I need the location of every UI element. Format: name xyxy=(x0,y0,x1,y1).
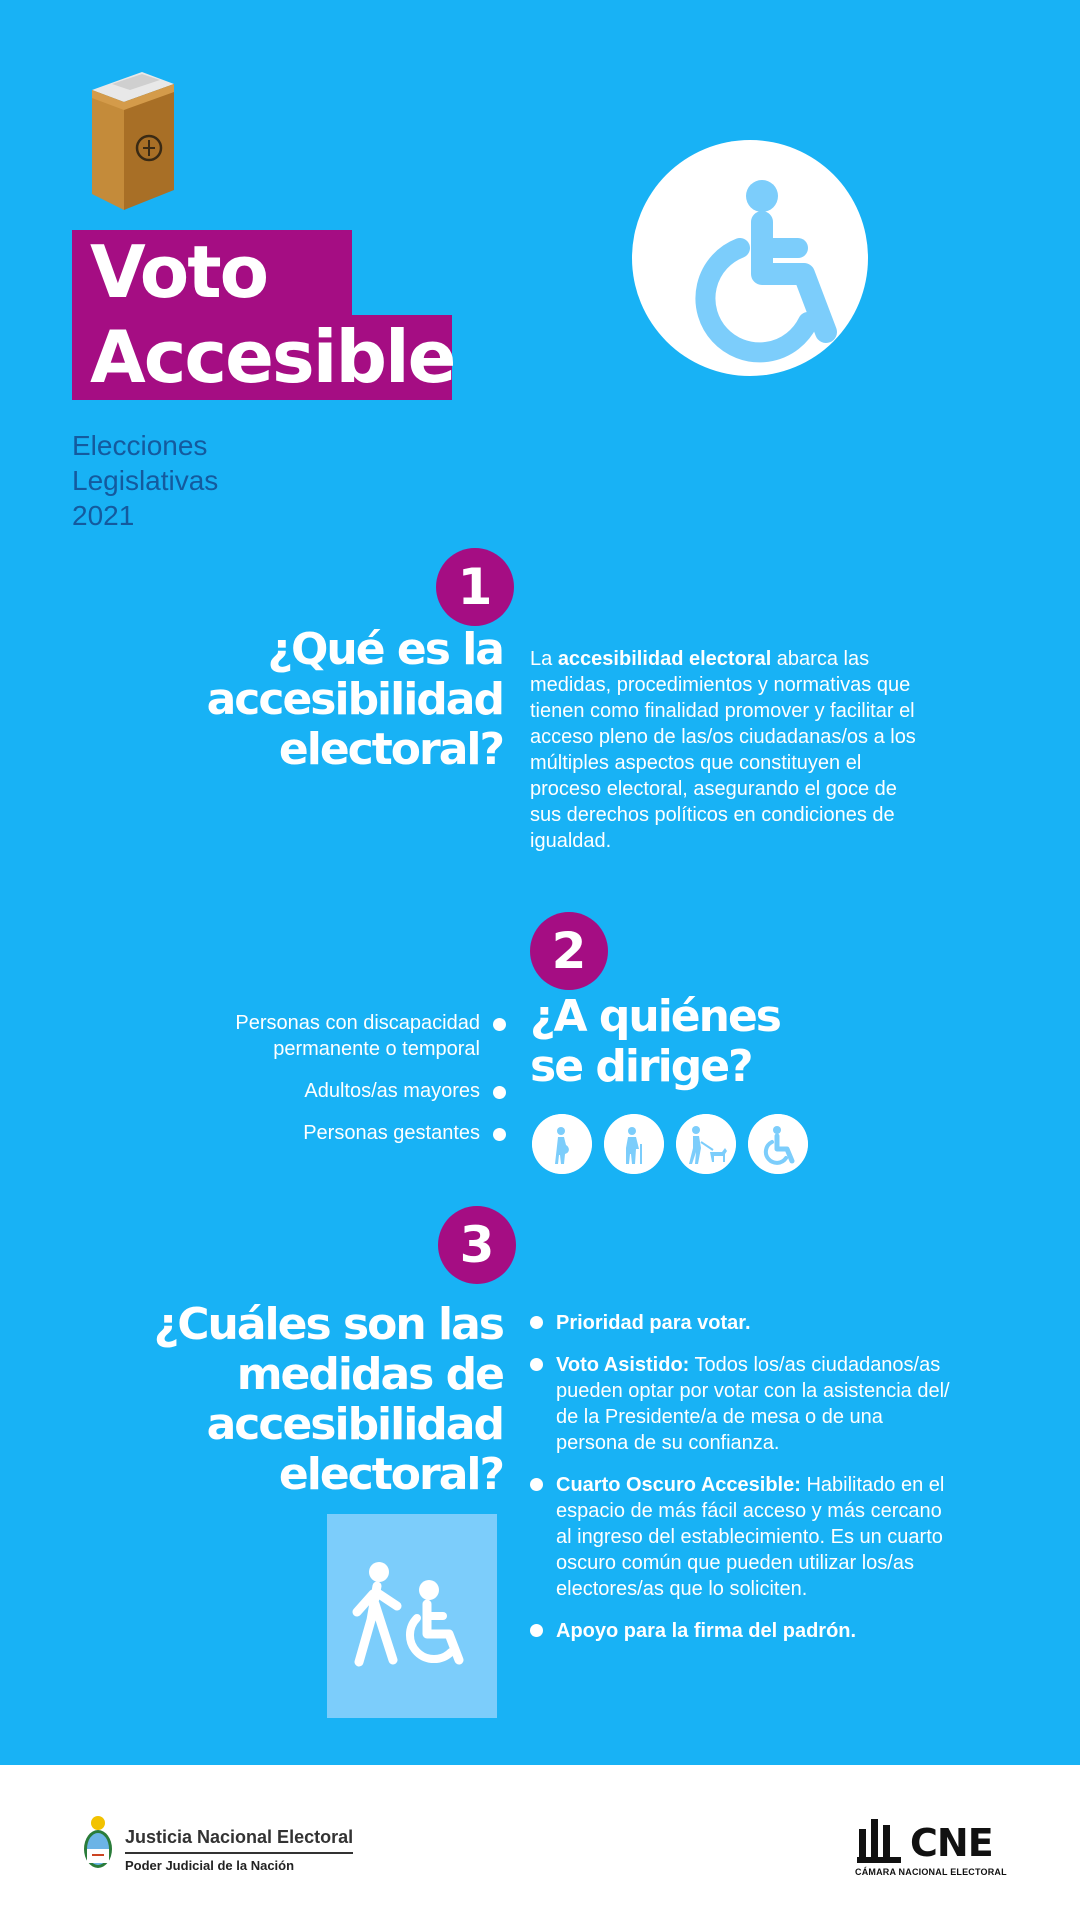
measure-text: Habilitado en el espacio de más fácil acceso y más cercano al ingreso del establecimiento. Es un cuarto oscuro común que pueden utilizar los/as electores/as que lo soliciten. xyxy=(556,1474,945,1600)
walking-and-wheelchair-icon xyxy=(327,1514,497,1718)
pregnant-person-icon xyxy=(532,1114,592,1174)
list-item xyxy=(235,1010,506,1062)
list-item xyxy=(530,1352,960,1456)
measure-title: Cuarto Oscuro Accesible: xyxy=(556,1474,801,1496)
title-line-2: Accesible xyxy=(72,315,452,400)
measure-title: Prioridad para votar. xyxy=(556,1312,751,1334)
jne-subtitle: Poder Judicial de la Nación xyxy=(125,1858,295,1873)
cne-wordmark: CNE xyxy=(910,1821,993,1865)
subtitle xyxy=(72,428,218,533)
heading-line: ¿Qué es la xyxy=(267,624,503,675)
text-rest: abarca las medidas, procedimientos y normativas que tienen como finalidad promover y facilitar el acceso pleno de las/os ciudadanas/os a los múltiples aspectos que constituyen el proceso electoral, asegurando el goce de sus derechos políticos en condiciones de igualdad. xyxy=(530,648,916,852)
audience-list xyxy=(235,1010,506,1162)
heading-line: ¿Cuáles son las xyxy=(153,1299,503,1350)
heading-line: medidas de xyxy=(236,1349,503,1400)
subtitle-line: Elecciones xyxy=(72,430,208,461)
wheelchair-icon xyxy=(748,1114,808,1174)
section-3-heading xyxy=(154,1300,503,1500)
list-item xyxy=(235,1120,506,1146)
guide-dog-icon xyxy=(676,1114,736,1174)
list-item xyxy=(235,1078,506,1104)
list-item xyxy=(530,1618,960,1644)
section-1-text xyxy=(530,646,930,854)
measure-text: Todos los/as ciudadanos/as pueden optar por votar con la asistencia del/ de la Presidente/a de mesa o de una persona de su confianza. xyxy=(556,1354,950,1454)
heading-line: accesibilidad xyxy=(206,1399,503,1450)
text-bold: accesibilidad electoral xyxy=(557,648,772,670)
section-2-heading xyxy=(530,992,780,1092)
jne-title: Justicia Nacional Electoral xyxy=(125,1827,353,1854)
heading-line: accesibilidad xyxy=(206,674,503,725)
section-number-2: 2 xyxy=(530,912,608,990)
section-number-3: 3 xyxy=(438,1206,516,1284)
item-line: permanente o temporal xyxy=(273,1038,480,1060)
cne-building-icon xyxy=(855,1815,905,1865)
cne-subtitle: CÁMARA NACIONAL ELECTORAL xyxy=(855,1867,1007,1877)
item-line: Adultos/as mayores xyxy=(304,1080,480,1102)
item-line: Personas con discapacidad xyxy=(235,1012,480,1034)
cne-logo xyxy=(855,1815,1007,1879)
subtitle-line: Legislativas xyxy=(72,465,219,496)
heading-line: ¿A quiénes xyxy=(530,991,780,1042)
section-1-heading xyxy=(207,625,503,775)
coat-of-arms-icon xyxy=(80,1815,116,1875)
item-line: Personas gestantes xyxy=(303,1122,480,1144)
measures-list xyxy=(530,1310,960,1660)
text-prefix: La xyxy=(530,648,558,670)
elderly-person-icon xyxy=(604,1114,664,1174)
list-item xyxy=(530,1472,960,1602)
ballot-box-icon xyxy=(82,62,182,214)
section-number-1: 1 xyxy=(436,548,514,626)
measure-title: Apoyo para la firma del padrón. xyxy=(556,1620,857,1642)
measure-title: Voto Asistido: xyxy=(556,1354,690,1376)
title-line-1: Voto xyxy=(72,230,352,315)
subtitle-line: 2021 xyxy=(72,500,135,531)
heading-line: electoral? xyxy=(278,1449,503,1500)
heading-line: se dirige? xyxy=(530,1041,752,1092)
wheelchair-circle-icon xyxy=(632,100,868,416)
list-item xyxy=(530,1310,960,1336)
heading-line: electoral? xyxy=(278,724,503,775)
